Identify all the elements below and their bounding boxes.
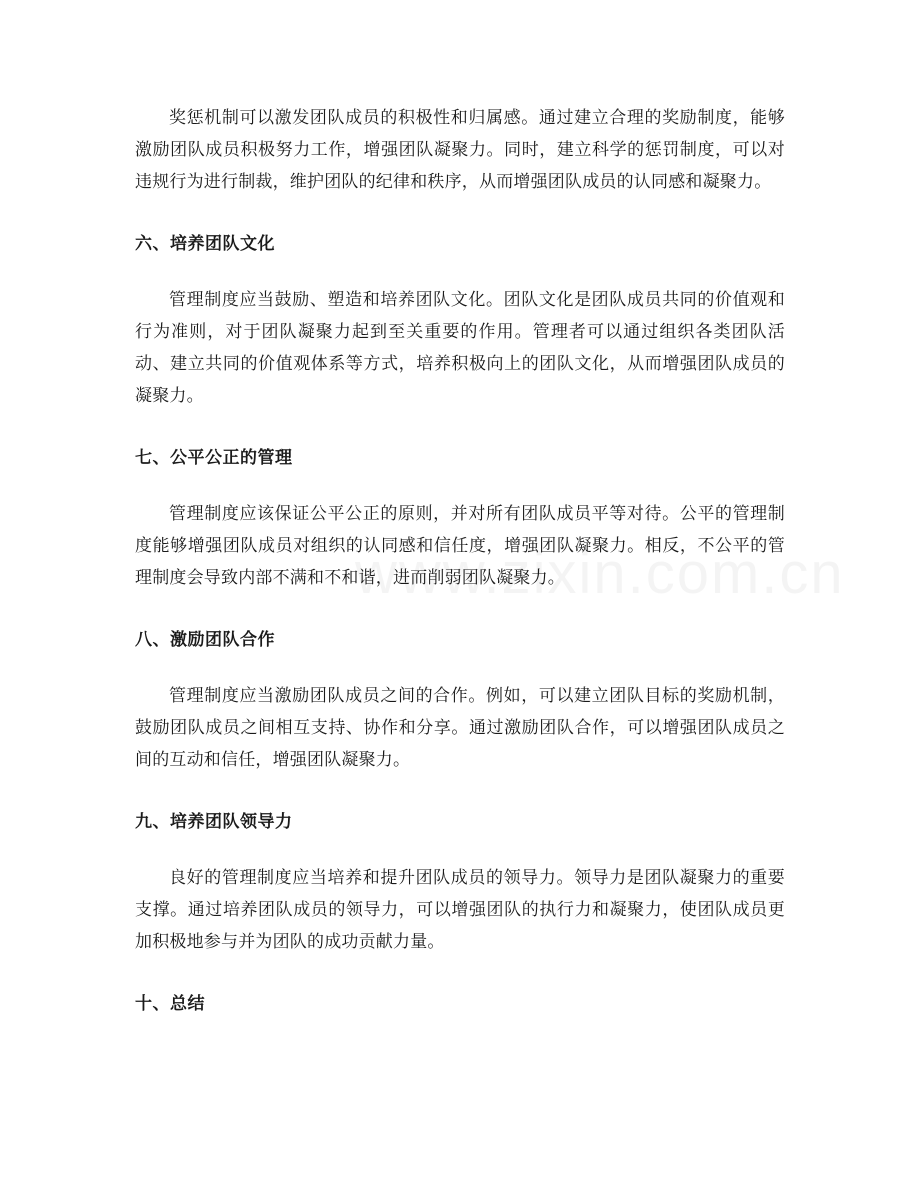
paragraph-fair-management: 管理制度应该保证公平公正的原则，并对所有团队成员平等对待。公平的管理制度能够增强团队成员对组织的认同感和信任度，增强团队凝聚力。相反，不公平的管理制度会导致内部不满和不和谐，进而削弱团队凝聚力。	[135, 504, 785, 588]
paragraph-team-cooperation: 管理制度应当激励团队成员之间的合作。例如，可以建立团队目标的奖励机制，鼓励团队成员之间相互支持、协作和分享。通过激励团队合作，可以增强团队成员之间的互动和信任，增强团队凝聚力。	[135, 686, 785, 770]
heading-team-culture: 六、培养团队文化	[135, 234, 275, 254]
paragraph-team-leadership: 良好的管理制度应当培养和提升团队成员的领导力。领导力是团队凝聚力的重要支撑。通过培养团队成员的领导力，可以增强团队的执行力和凝聚力，使团队成员更加积极地参与并为团队的成功贡献力量。	[135, 868, 785, 952]
heading-fair-management: 七、公平公正的管理	[135, 448, 293, 468]
paragraph-rewards-punishment: 奖惩机制可以激发团队成员的积极性和归属感。通过建立合理的奖励制度，能够激励团队成员积极努力工作，增强团队凝聚力。同时，建立科学的惩罚制度，可以对违规行为进行制裁，维护团队的纪律和秩序，从而增强团队成员的认同感和凝聚力。	[135, 108, 785, 192]
paragraph-team-culture: 管理制度应当鼓励、塑造和培养团队文化。团队文化是团队成员共同的价值观和行为准则，对于团队凝聚力起到至关重要的作用。管理者可以通过组织各类团队活动、建立共同的价值观体系等方式，培养积极向上的团队文化，从而增强团队成员的凝聚力。	[135, 290, 785, 406]
heading-summary: 十、总结	[135, 994, 205, 1014]
document-body	[135, 102, 785, 1020]
heading-team-leadership: 九、培养团队领导力	[135, 812, 293, 832]
heading-team-cooperation: 八、激励团队合作	[135, 630, 275, 650]
